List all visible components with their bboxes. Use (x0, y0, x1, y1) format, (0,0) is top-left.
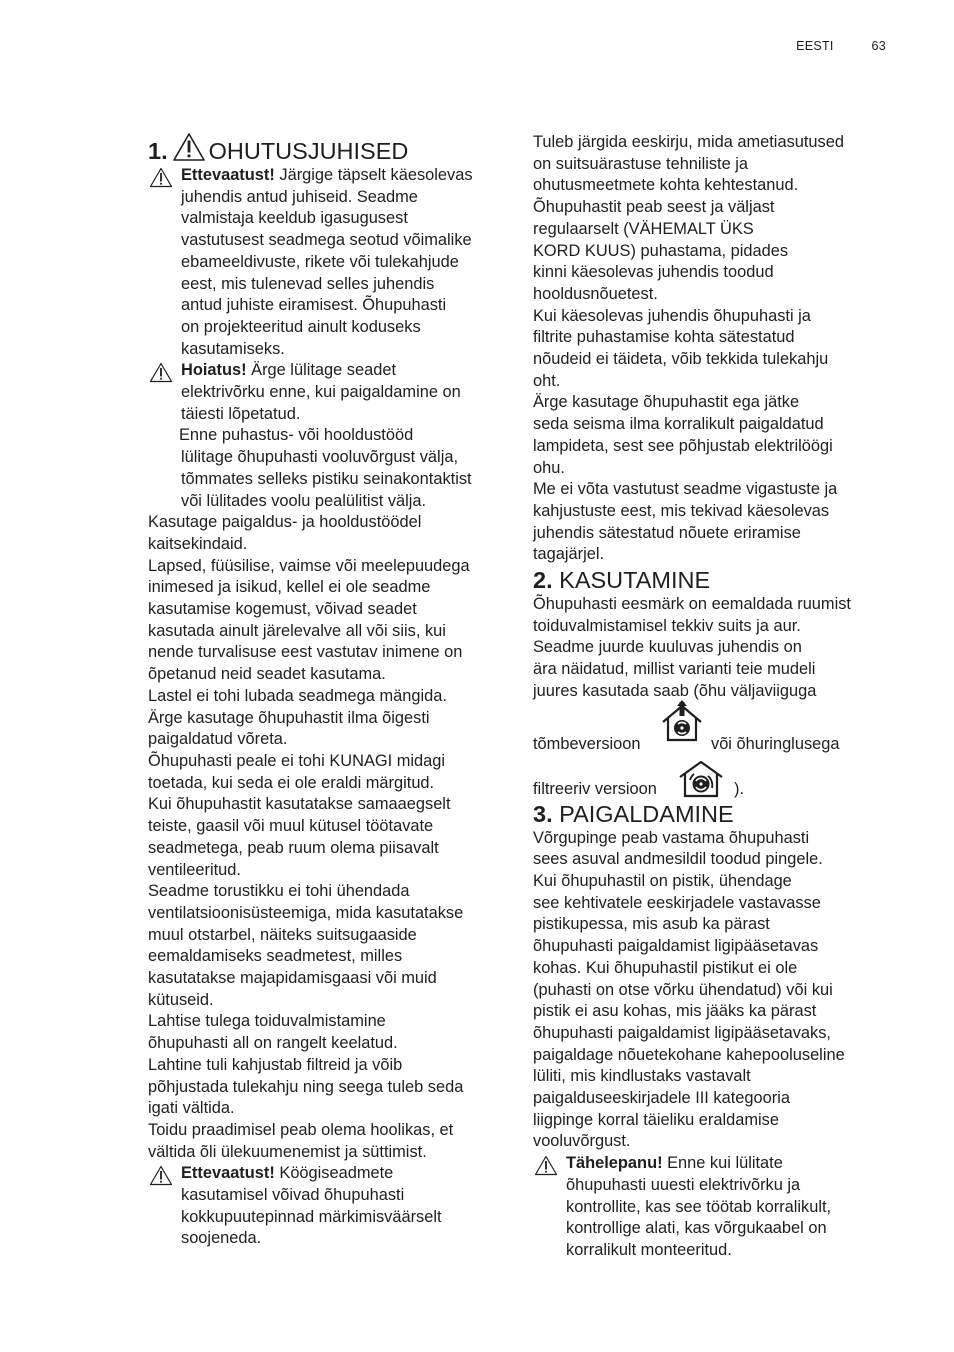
text-line: inimesed ja isikud, kellel ei ole seadme (148, 578, 431, 597)
text-line: vältida õli ülekuumenemist ja süttimist. (148, 1142, 427, 1161)
text-line: või lülitades voolu pealülitist välja. (181, 491, 427, 510)
text-line: kasutamiseks. (181, 339, 285, 358)
text-line: põhjustada tulekahju ning seega tuleb seda (148, 1077, 464, 1096)
text-line: (puhasti on otse võrku ühendatud) või kui (533, 980, 833, 999)
text-line: kinni käesolevas juhendis toodud (533, 263, 774, 282)
text-line: pistikupessa, mis asub ka pärast (533, 915, 770, 934)
text-line: kasutada ainult järelevalve all või siis, kui (148, 621, 446, 640)
text-line: Tuleb järgida eeskirju, mida ametiasutused (533, 133, 844, 151)
section-heading-installation (533, 800, 893, 828)
text-line: antud juhiste eiramisest. Õhupuhasti (181, 296, 447, 315)
text-line: korralikult monteeritud. (566, 1240, 732, 1259)
text-line: Lastel ei tohi lubada seadmega mängida. (148, 686, 447, 705)
safety-body-continued (533, 132, 893, 566)
extraction-mode-line (533, 703, 893, 755)
text-line: eest, mis tulenevad selles juhendis (181, 274, 435, 293)
text-line: regulaarselt (VÄHEMALT ÜKS (533, 219, 754, 238)
text-line: Kui käesolevas juhendis õhupuhasti ja (533, 306, 811, 325)
text-line: juhendis sätestatud nõuete eriramise (533, 523, 801, 542)
text-line: ära näidatud, millist varianti teie mudeli (533, 660, 816, 679)
caution-first-line (181, 1163, 508, 1185)
text-line: kontrollige alati, kas võrgukaabel on (566, 1219, 827, 1238)
text-line: ohutusmeetmete kohta kehtestanud. (533, 176, 799, 195)
section-number: 2. (533, 567, 553, 594)
text-line: Ärge kasutage õhupuhastit ega jätke (533, 393, 800, 412)
text-line: Lapsed, füüsilise, vaimse või meelepuudega (148, 556, 470, 575)
text-line: Kasutage paigaldus- ja hooldustöödel (148, 513, 422, 532)
text-line: Ärge kasutage õhupuhastit ilma õigesti (148, 708, 430, 727)
text-line: filtrite puhastamise kohta sätestatud (533, 328, 795, 347)
text-line: liigpinge korral täieliku eraldamise (533, 1110, 779, 1129)
header-language: EESTI (796, 39, 834, 53)
text-line: ohu. (533, 458, 565, 477)
warning-first-line (181, 360, 508, 382)
section-heading-usage (533, 566, 893, 594)
text-line: elektrivõrku enne, kui paigaldamine on (181, 383, 461, 402)
text-line: Kui õhupuhastil on pistik, ühendage (533, 871, 792, 890)
text-line: teiste, gaasil või muul kütusel töötavate (148, 817, 434, 836)
page-number: 63 (871, 39, 886, 53)
text-line: nõudeid ei täideta, võib tekkida tulekahju (533, 350, 829, 369)
page-header (796, 39, 886, 53)
warning-block (148, 360, 508, 512)
warning-icon (149, 362, 173, 383)
text-line: kasutatakse majapidamisgaasi või muid (148, 969, 437, 988)
text-line: igati vältida. (148, 1099, 235, 1118)
text-line: kaitsekindaid. (148, 534, 248, 553)
text-line: Kui õhupuhastit kasutatakse samaaegselt (148, 795, 451, 814)
caution-label: Ettevaatust! (181, 1164, 275, 1183)
text-line: Enne puhastus- või hooldustööd (179, 426, 414, 445)
text-line: Lahtise tulega toiduvalmistamine (148, 1012, 386, 1031)
text-line: pistik ei asu kohas, mis jääks ka pärast (533, 1002, 817, 1021)
text-line: soojeneda. (181, 1229, 262, 1248)
text-line: oht. (533, 371, 561, 390)
text-fragment: filtreeriv versioon (533, 779, 657, 798)
text-line: seadmetega, peab ruum olema piisavalt (148, 838, 439, 857)
text-line: Õhupuhasti eesmärk on eemaldada ruumist (533, 595, 851, 614)
text-line: kokkupuutepinnad märkimisväärselt (181, 1207, 442, 1226)
text-line: lülitage õhupuhasti vooluvõrgust välja, (181, 448, 459, 467)
safety-body (148, 512, 508, 1163)
text-line: eemaldamiseks seadmetest, milles (148, 947, 403, 966)
text-line: nende turvalisuse eest vastutav inimene on (148, 643, 463, 662)
attention-first-line (566, 1153, 893, 1175)
text-line: Seadme juurde kuuluvas juhendis on (533, 638, 802, 657)
text-line: hooldusnõuetest. (533, 284, 658, 303)
text-line: paigaldage nõuetekohane kahepooluseline (533, 1045, 845, 1064)
text-line: valmistaja keeldub igasugusest (181, 209, 408, 228)
right-column (533, 132, 893, 1262)
warning-icon (149, 167, 173, 188)
warning-icon (534, 1155, 558, 1176)
text-line: toetada, kui seda ei ole eraldi märgitud. (148, 773, 435, 792)
text-line: on projekteeritud ainult koduseks (181, 317, 421, 336)
text-line: tõmmates selleks pistiku seinakontaktist (181, 469, 472, 488)
recirculation-mode-icon (677, 760, 725, 798)
caution-text: Järgige täpselt käesolevas (274, 166, 473, 184)
usage-body (533, 594, 893, 703)
text-line: kasutamisel võivad õhupuhasti (181, 1186, 405, 1205)
text-line: õhupuhasti paigaldamist ligipääsetavas (533, 937, 819, 956)
text-fragment: tõmbeversioon (533, 734, 641, 753)
text-line: seda seisma ilma korralikult paigaldatud (533, 415, 824, 434)
text-line: Seadme torustikku ei tohi ühendada (148, 882, 410, 901)
text-line: kasutamise kogemust, võivad seadet (148, 600, 417, 619)
warning-icon (149, 1165, 173, 1186)
caution-first-line (181, 165, 508, 187)
section-title: PAIGALDAMINE (559, 800, 734, 827)
text-line: kohas. Kui õhupuhastil pistikut ei ole (533, 958, 798, 977)
warning-text: Ärge lülitage seadet (246, 361, 397, 380)
text-line: Õhupuhasti peale ei tohi KUNAGI midagi (148, 751, 446, 770)
section-heading-safety (148, 132, 508, 165)
text-line: õhupuhasti all on rangelt keelatud. (148, 1034, 398, 1053)
warning-icon (172, 132, 206, 162)
text-line: täiesti lõpetatud. (181, 404, 301, 423)
attention-text: Enne kui lülitate (662, 1154, 783, 1173)
text-line: õhupuhasti paigaldamist ligipääsetavaks, (533, 1023, 831, 1042)
section-number: 3. (533, 800, 553, 827)
left-column (148, 132, 508, 1250)
text-line: lüliti, mis kindlustaks vastavalt (533, 1067, 751, 1086)
text-line: Võrgupinge peab vastama õhupuhasti (533, 828, 810, 847)
installation-body (533, 828, 893, 1154)
text-line: Õhupuhastit peab seest ja väljast (533, 198, 775, 217)
text-fragment: ). (734, 779, 745, 798)
text-line: vastutusest seadmega seotud võimalike (181, 231, 472, 250)
caution-block (148, 165, 508, 360)
text-fragment: või õhuringlusega (711, 734, 840, 753)
caution-label: Ettevaatust! (181, 166, 275, 184)
text-line: ebameeldivuste, rikete või tulekahjude (181, 252, 459, 271)
text-line: Me ei võta vastutust seadme vigastuste ja (533, 480, 838, 499)
text-line: toiduvalmistamisel tekkiv suits ja aur. (533, 616, 801, 635)
text-line: kontrollite, kas see töötab korralikult, (566, 1197, 832, 1216)
text-line: tagajärjel. (533, 545, 605, 564)
caution-text: Köögiseadmete (274, 1164, 394, 1183)
section-title: OHUTUSJUHISED (208, 138, 409, 164)
text-line: Toidu praadimisel peab olema hoolikas, et (148, 1120, 454, 1139)
text-line: see kehtivatele eeskirjadele vastavasse (533, 893, 821, 912)
text-line: on suitsuärastuse tehniliste ja (533, 154, 749, 173)
text-line: paigalduseeskirjadele III kategooria (533, 1089, 790, 1108)
text-line: KORD KUUS) puhastama, pidades (533, 241, 789, 260)
attention-block (533, 1153, 893, 1262)
recirculation-mode-line (533, 755, 893, 800)
text-line: ventileeritud. (148, 860, 241, 879)
text-line: paigaldatud võreta. (148, 730, 288, 749)
text-line: õhupuhasti uuesti elektrivõrku ja (566, 1175, 801, 1194)
section-title: KASUTAMINE (559, 567, 711, 594)
caution-block (148, 1163, 508, 1250)
text-line: muul otstarbel, näiteks suitsugaaside (148, 925, 417, 944)
text-line: ventilatsioonisüsteemiga, mida kasutatakse (148, 903, 464, 922)
text-line: Lahtine tuli kahjustab filtreid ja võib (148, 1055, 403, 1074)
warning-label: Hoiatus! (181, 361, 247, 380)
text-line: õpetanud neid seadet kasutama. (148, 665, 386, 684)
text-line: vooluvõrgust. (533, 1132, 631, 1151)
extraction-mode-icon (660, 700, 704, 744)
text-line: kütuseid. (148, 990, 214, 1009)
attention-label: Tähelepanu! (566, 1154, 663, 1173)
text-line: juures kasutada saab (õhu väljaviiguga (533, 681, 817, 700)
text-line: juhendis antud juhiseid. Seadme (181, 187, 418, 206)
text-line: kahjustuste eest, mis tekivad käesolevas (533, 501, 830, 520)
text-line: sees asuval andmesildil toodud pingele. (533, 850, 823, 869)
section-number: 1. (148, 138, 168, 164)
text-line: lampideta, sest see põhjustab elektrilöögi (533, 436, 833, 455)
caution-lines (181, 187, 508, 361)
